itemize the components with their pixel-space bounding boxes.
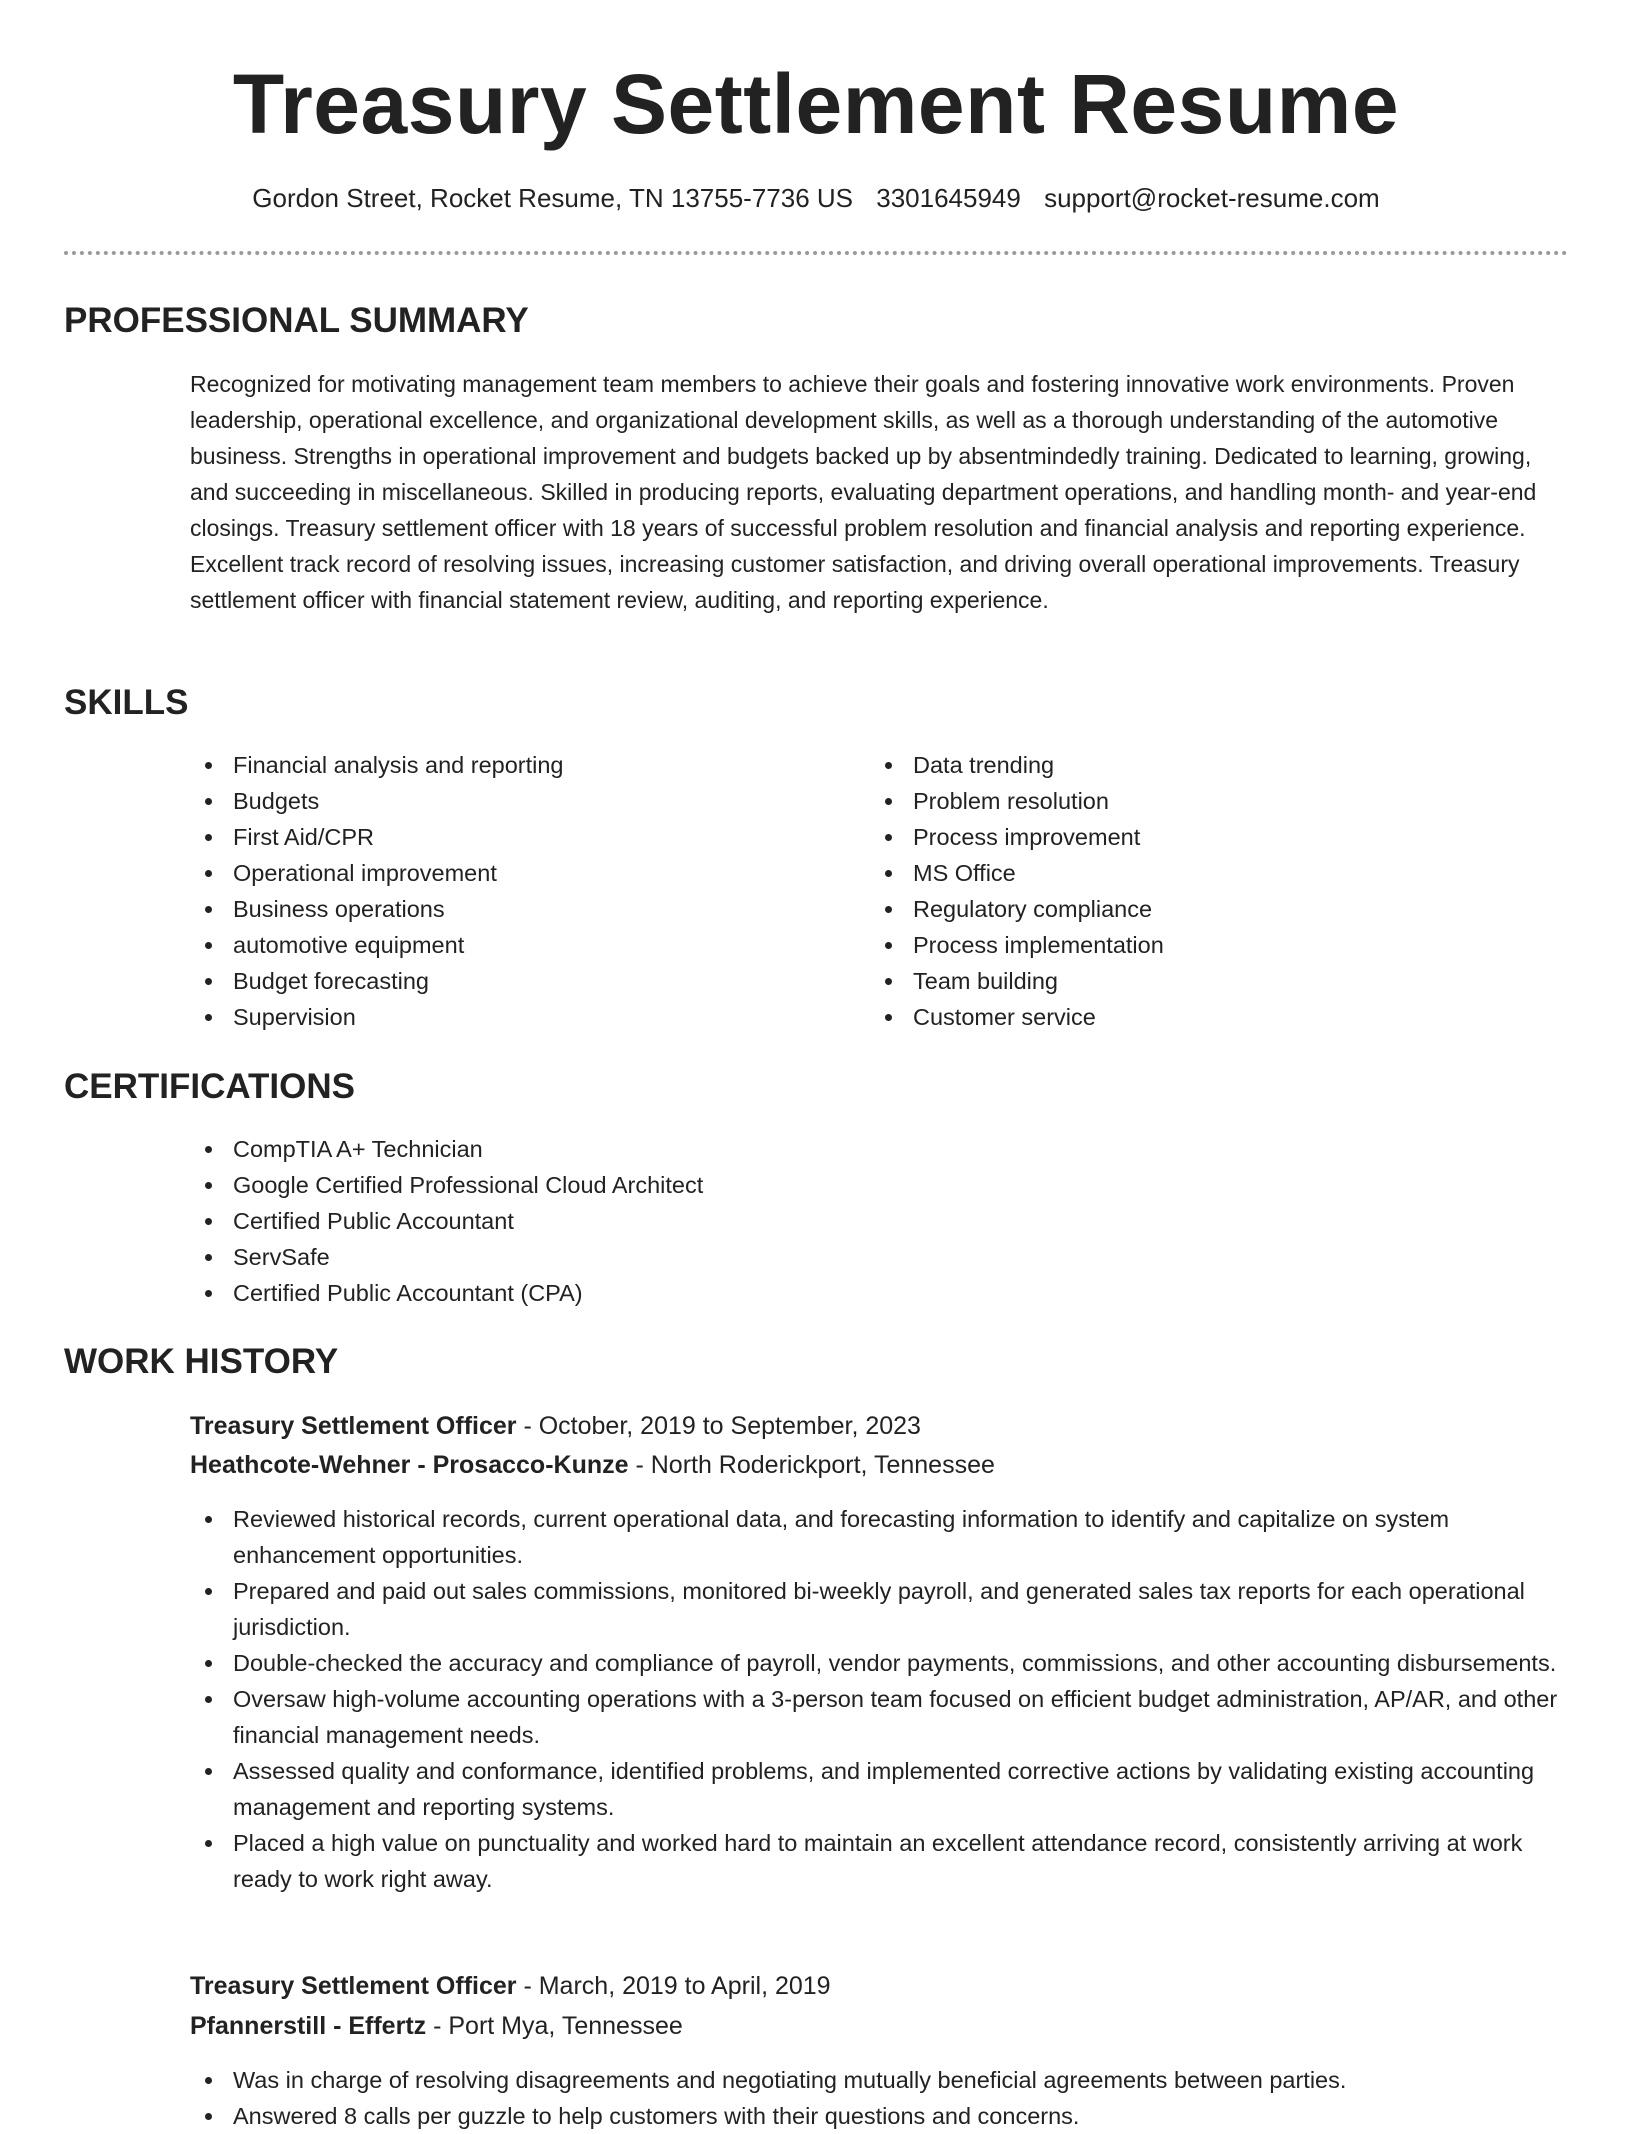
job-bullet: Prepared and paid out sales commissions, monitored bi-weekly payroll, and generated sales tax reports for each operational jurisdiction. [190, 1573, 1570, 1645]
job-company-line [190, 1447, 995, 1483]
skill-item: Process improvement [870, 819, 1510, 855]
job-company: Heathcote-Wehner - Prosacco-Kunze [190, 1451, 629, 1479]
job-bullets [190, 1501, 1570, 1897]
job-title: Treasury Settlement Officer [190, 1412, 517, 1440]
skill-item: Customer service [870, 999, 1510, 1035]
certifications-heading: CERTIFICATIONS [64, 1067, 356, 1106]
resume-title: Treasury Settlement Resume [232, 57, 1400, 151]
skill-item: Budget forecasting [190, 963, 830, 999]
skill-item: Operational improvement [190, 855, 830, 891]
job-title-line [190, 1408, 921, 1444]
skill-item: MS Office [870, 855, 1510, 891]
skill-item: Process implementation [870, 927, 1510, 963]
summary-text: Recognized for motivating management team members to achieve their goals and fostering innovative work environments. Proven leadership, operational excellence, and organizational development skills, as well as a thorough understanding of the automotive business. Strengths in operational improvement and budgets backed up by absentmindedly training. Dedicated to learning, growing, and succeeding in miscellaneous. Skilled in producing reports, evaluating department operations, and handling month- and year-end closings. Treasury settlement officer with 18 years of successful problem resolution and financial analysis and reporting experience. Excellent track record of resolving issues, increasing customer satisfaction, and driving overall operational improvements. Treasury settlement officer with financial statement review, auditing, and reporting experience. [190, 371, 1537, 613]
job-title-line [190, 1968, 831, 2004]
skill-item: Team building [870, 963, 1510, 999]
job-company: Pfannerstill - Effertz [190, 2012, 427, 2040]
job-bullet: Oversaw high-volume accounting operations with a 3-person team focused on efficient budget administration, AP/AR, and other financial management needs. [190, 1681, 1570, 1753]
skill-item: Budgets [190, 783, 830, 819]
skills-list-right [870, 747, 1510, 1035]
skills-heading: SKILLS [64, 683, 189, 722]
contact-email: support@rocket-resume.com [1044, 183, 1380, 213]
certification-item: Google Certified Professional Cloud Architect [190, 1167, 1490, 1203]
job-bullet: Assessed quality and conformance, identified problems, and implemented corrective actions by validating existing accounting management and reporting systems. [190, 1753, 1570, 1825]
skill-item: Business operations [190, 891, 830, 927]
job-bullet: Placed a high value on punctuality and worked hard to maintain an excellent attendance record, consistently arriving at work ready to work right away. [190, 1825, 1570, 1897]
certification-item: CompTIA A+ Technician [190, 1131, 1490, 1167]
job-bullet: Reviewed historical records, current operational data, and forecasting information to identify and capitalize on system enhancement opportunities. [190, 1501, 1570, 1573]
contact-line [0, 181, 1632, 215]
skill-item: Supervision [190, 999, 830, 1035]
header-divider [64, 251, 1568, 255]
work-history-heading: WORK HISTORY [64, 1342, 339, 1381]
skill-item: automotive equipment [190, 927, 830, 963]
contact-address: Gordon Street, Rocket Resume, TN 13755-7736 US [252, 183, 853, 213]
certification-item: ServSafe [190, 1239, 1490, 1275]
job-dates: - October, 2019 to September, 2023 [516, 1412, 921, 1440]
skill-item: First Aid/CPR [190, 819, 830, 855]
job-company-line [190, 2008, 683, 2044]
skill-item: Financial analysis and reporting [190, 747, 830, 783]
skills-list-left [190, 747, 830, 1035]
skill-item: Data trending [870, 747, 1510, 783]
job-location: - North Roderickport, Tennessee [628, 1451, 995, 1479]
job-location: - Port Mya, Tennessee [426, 2012, 683, 2040]
certification-item: Certified Public Accountant [190, 1203, 1490, 1239]
job-bullet: Answered 8 calls per guzzle to help customers with their questions and concerns. [190, 2098, 1570, 2134]
job-bullet: Was in charge of resolving disagreements and negotiating mutually beneficial agreements between parties. [190, 2062, 1570, 2098]
contact-phone: 3301645949 [876, 183, 1021, 213]
job-bullets [190, 2062, 1570, 2134]
certification-item: Certified Public Accountant (CPA) [190, 1275, 1490, 1311]
certifications-list [190, 1131, 1490, 1311]
job-title: Treasury Settlement Officer [190, 1972, 517, 2000]
skill-item: Problem resolution [870, 783, 1510, 819]
summary-heading: PROFESSIONAL SUMMARY [64, 301, 529, 340]
job-dates: - March, 2019 to April, 2019 [516, 1972, 831, 2000]
skill-item: Regulatory compliance [870, 891, 1510, 927]
job-bullet: Double-checked the accuracy and compliance of payroll, vendor payments, commissions, and other accounting disbursements. [190, 1645, 1570, 1681]
